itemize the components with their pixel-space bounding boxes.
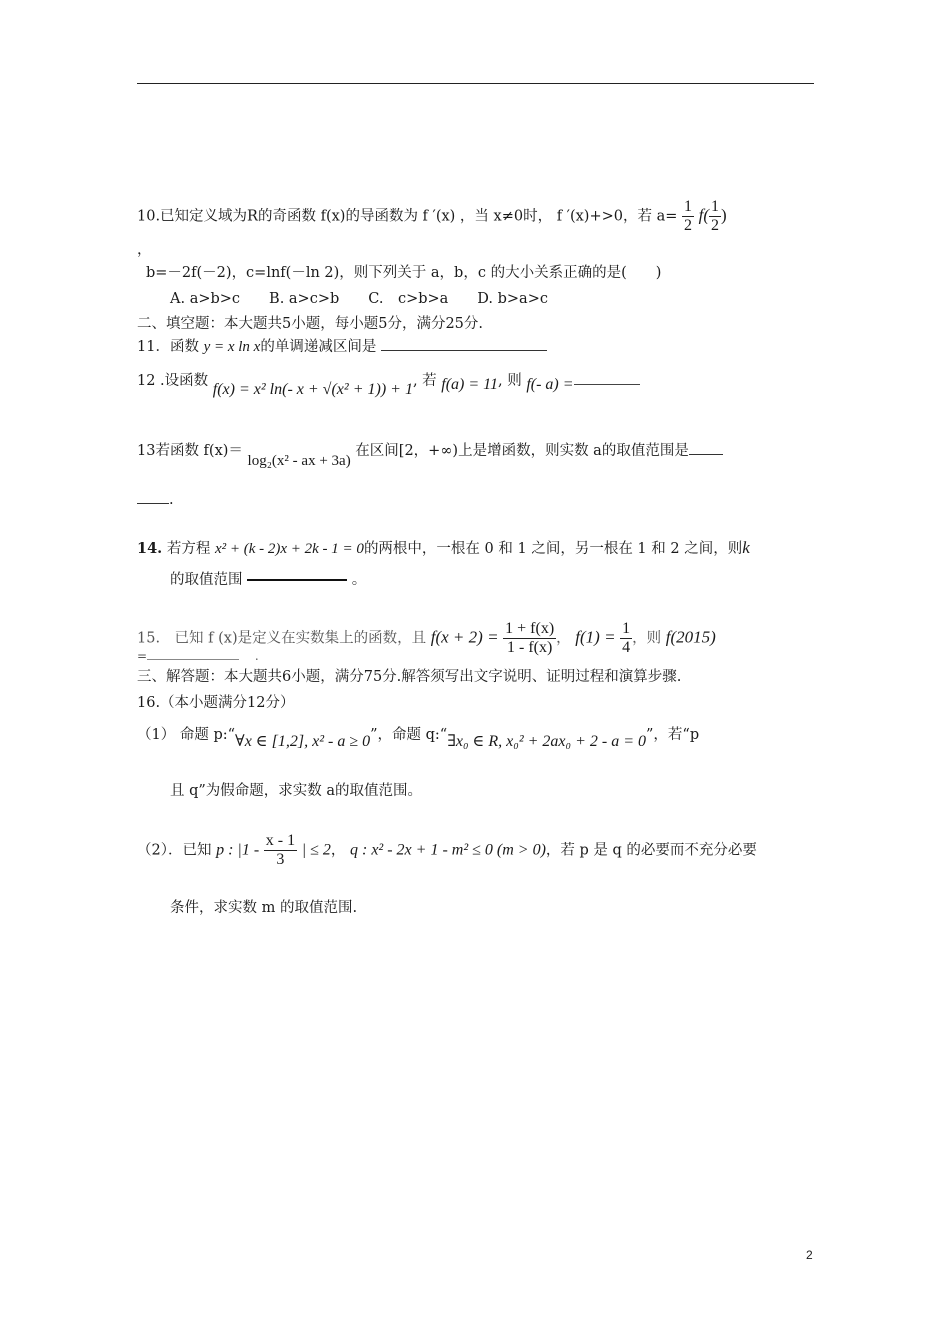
q16-part1: （1） 命题 p:“∀x ∈ [1,2], x² - a ≥ 0”，命题 q:“∃x₀ ∈ R, x₀² + 2ax₀ + 2 - a = 0”，若“p bbox=[137, 727, 700, 750]
q15-line2: = . bbox=[137, 649, 259, 663]
q15-cond-fraction: $\frac{1}{4}$ bbox=[622, 620, 631, 656]
q13-answer-blank-b bbox=[137, 503, 169, 504]
q10-line2: b=－2f(－2)，c=lnf(－ln 2)，则下列关于 a，b，c 的大小关系正确的是( ) bbox=[146, 265, 662, 281]
q12-answer-blank bbox=[574, 384, 640, 385]
q15-fraction: $\frac{1 + f(x)}{1 - f(x)}$ bbox=[505, 620, 555, 656]
q16-p2-fraction: $\frac{x - 1}{3}$ bbox=[265, 832, 296, 868]
q10-a-fraction: $\frac{1}{2}$ bbox=[684, 198, 692, 234]
q10-options: A. a>b>c B. a>c>b C. c>b>a D. b>a>c bbox=[170, 291, 548, 307]
q10-comma: ， bbox=[137, 242, 152, 258]
q13-line2: . bbox=[137, 490, 174, 510]
q13-formula: log₂(x² - ax + 3a) bbox=[247, 453, 351, 469]
q12-formula: f(x) = x² ln(- x + √(x² + 1)) + 1 bbox=[212, 381, 413, 398]
q11: 11．函数 y = x ln x的单调递减区间是 bbox=[137, 337, 547, 357]
q11-answer-blank bbox=[381, 350, 547, 351]
header-rule bbox=[137, 83, 814, 84]
q10-inner-fraction: $\frac{1}{2}$ bbox=[711, 198, 719, 234]
q12-condition: f(a) = 11 bbox=[441, 376, 498, 393]
q16-part1-line2: 且 q”为假命题，求实数 a的取值范围。 bbox=[170, 783, 423, 799]
q15: 15. 已知 f (x)是定义在实数集上的函数，且 f(x + 2) = $\frac{1 + f(x)}{1 - f(x)}$ ， f(1) = $\frac{1}{4}$ ，则 f(2015) bbox=[137, 620, 716, 656]
q12-ask: f(- a) = bbox=[526, 376, 574, 393]
q14-answer-blank bbox=[247, 579, 347, 581]
q16-title: 16.（本小题满分12分） bbox=[137, 695, 295, 711]
q14: 14. 若方程 x² + (k - 2)x + 2k - 1 = 0的两根中，一根在 0 和 1 之间，另一根在 1 和 2 之间，则k bbox=[137, 538, 750, 557]
q14-line2: 的取值范围 。 bbox=[170, 572, 367, 588]
q15-answer-blank bbox=[147, 659, 239, 660]
q13: 13若函数 f(x)＝ log₂(x² - ax + 3a) 在区间[2，+∞)上是增函数，则实数 a的取值范围是 bbox=[137, 441, 723, 461]
q11-formula: y = x ln x bbox=[203, 339, 261, 355]
q16-prop-q: ∃x₀ ∈ R, x₀² + 2ax₀ + 2 - a = 0 bbox=[447, 733, 647, 750]
section3-heading: 三、解答题：本大题共6小题，满分75分.解答须写出文字说明、证明过程和演算步骤. bbox=[137, 669, 682, 685]
q10-line1: 10.已知定义域为R的奇函数 f(x)的导函数为 f ′(x) ，当 x≠0时， f ′(x)+>0，若 a= $\frac{1}{2}$ f( $\frac{1}{2}$ ) bbox=[137, 198, 727, 234]
q14-formula: x² + (k - 2)x + 2k - 1 = 0 bbox=[214, 541, 364, 557]
q16-prop-p: ∀x ∈ [1,2], x² - a ≥ 0 bbox=[235, 733, 371, 750]
q13-answer-blank-a bbox=[689, 454, 723, 455]
q16-part2: （2）．已知 p : |1 - $\frac{x - 1}{3}$ | ≤ 2， q : x² - 2x + 1 - m² ≤ 0 (m > 0)，若 p 是 q 的必要而不充分必要 bbox=[137, 832, 757, 868]
page-number: 2 bbox=[806, 1248, 813, 1262]
q12: 12 .设函数 f(x) = x² ln(- x + √(x² + 1)) + 1, 若 f(a) = 11, 则 f(- a) = bbox=[137, 371, 640, 391]
section2-heading: 二、填空题：本大题共5小题，每小题5分，满分25分. bbox=[137, 316, 484, 332]
q16-part2-line2: 条件，求实数 m 的取值范围. bbox=[170, 900, 358, 916]
